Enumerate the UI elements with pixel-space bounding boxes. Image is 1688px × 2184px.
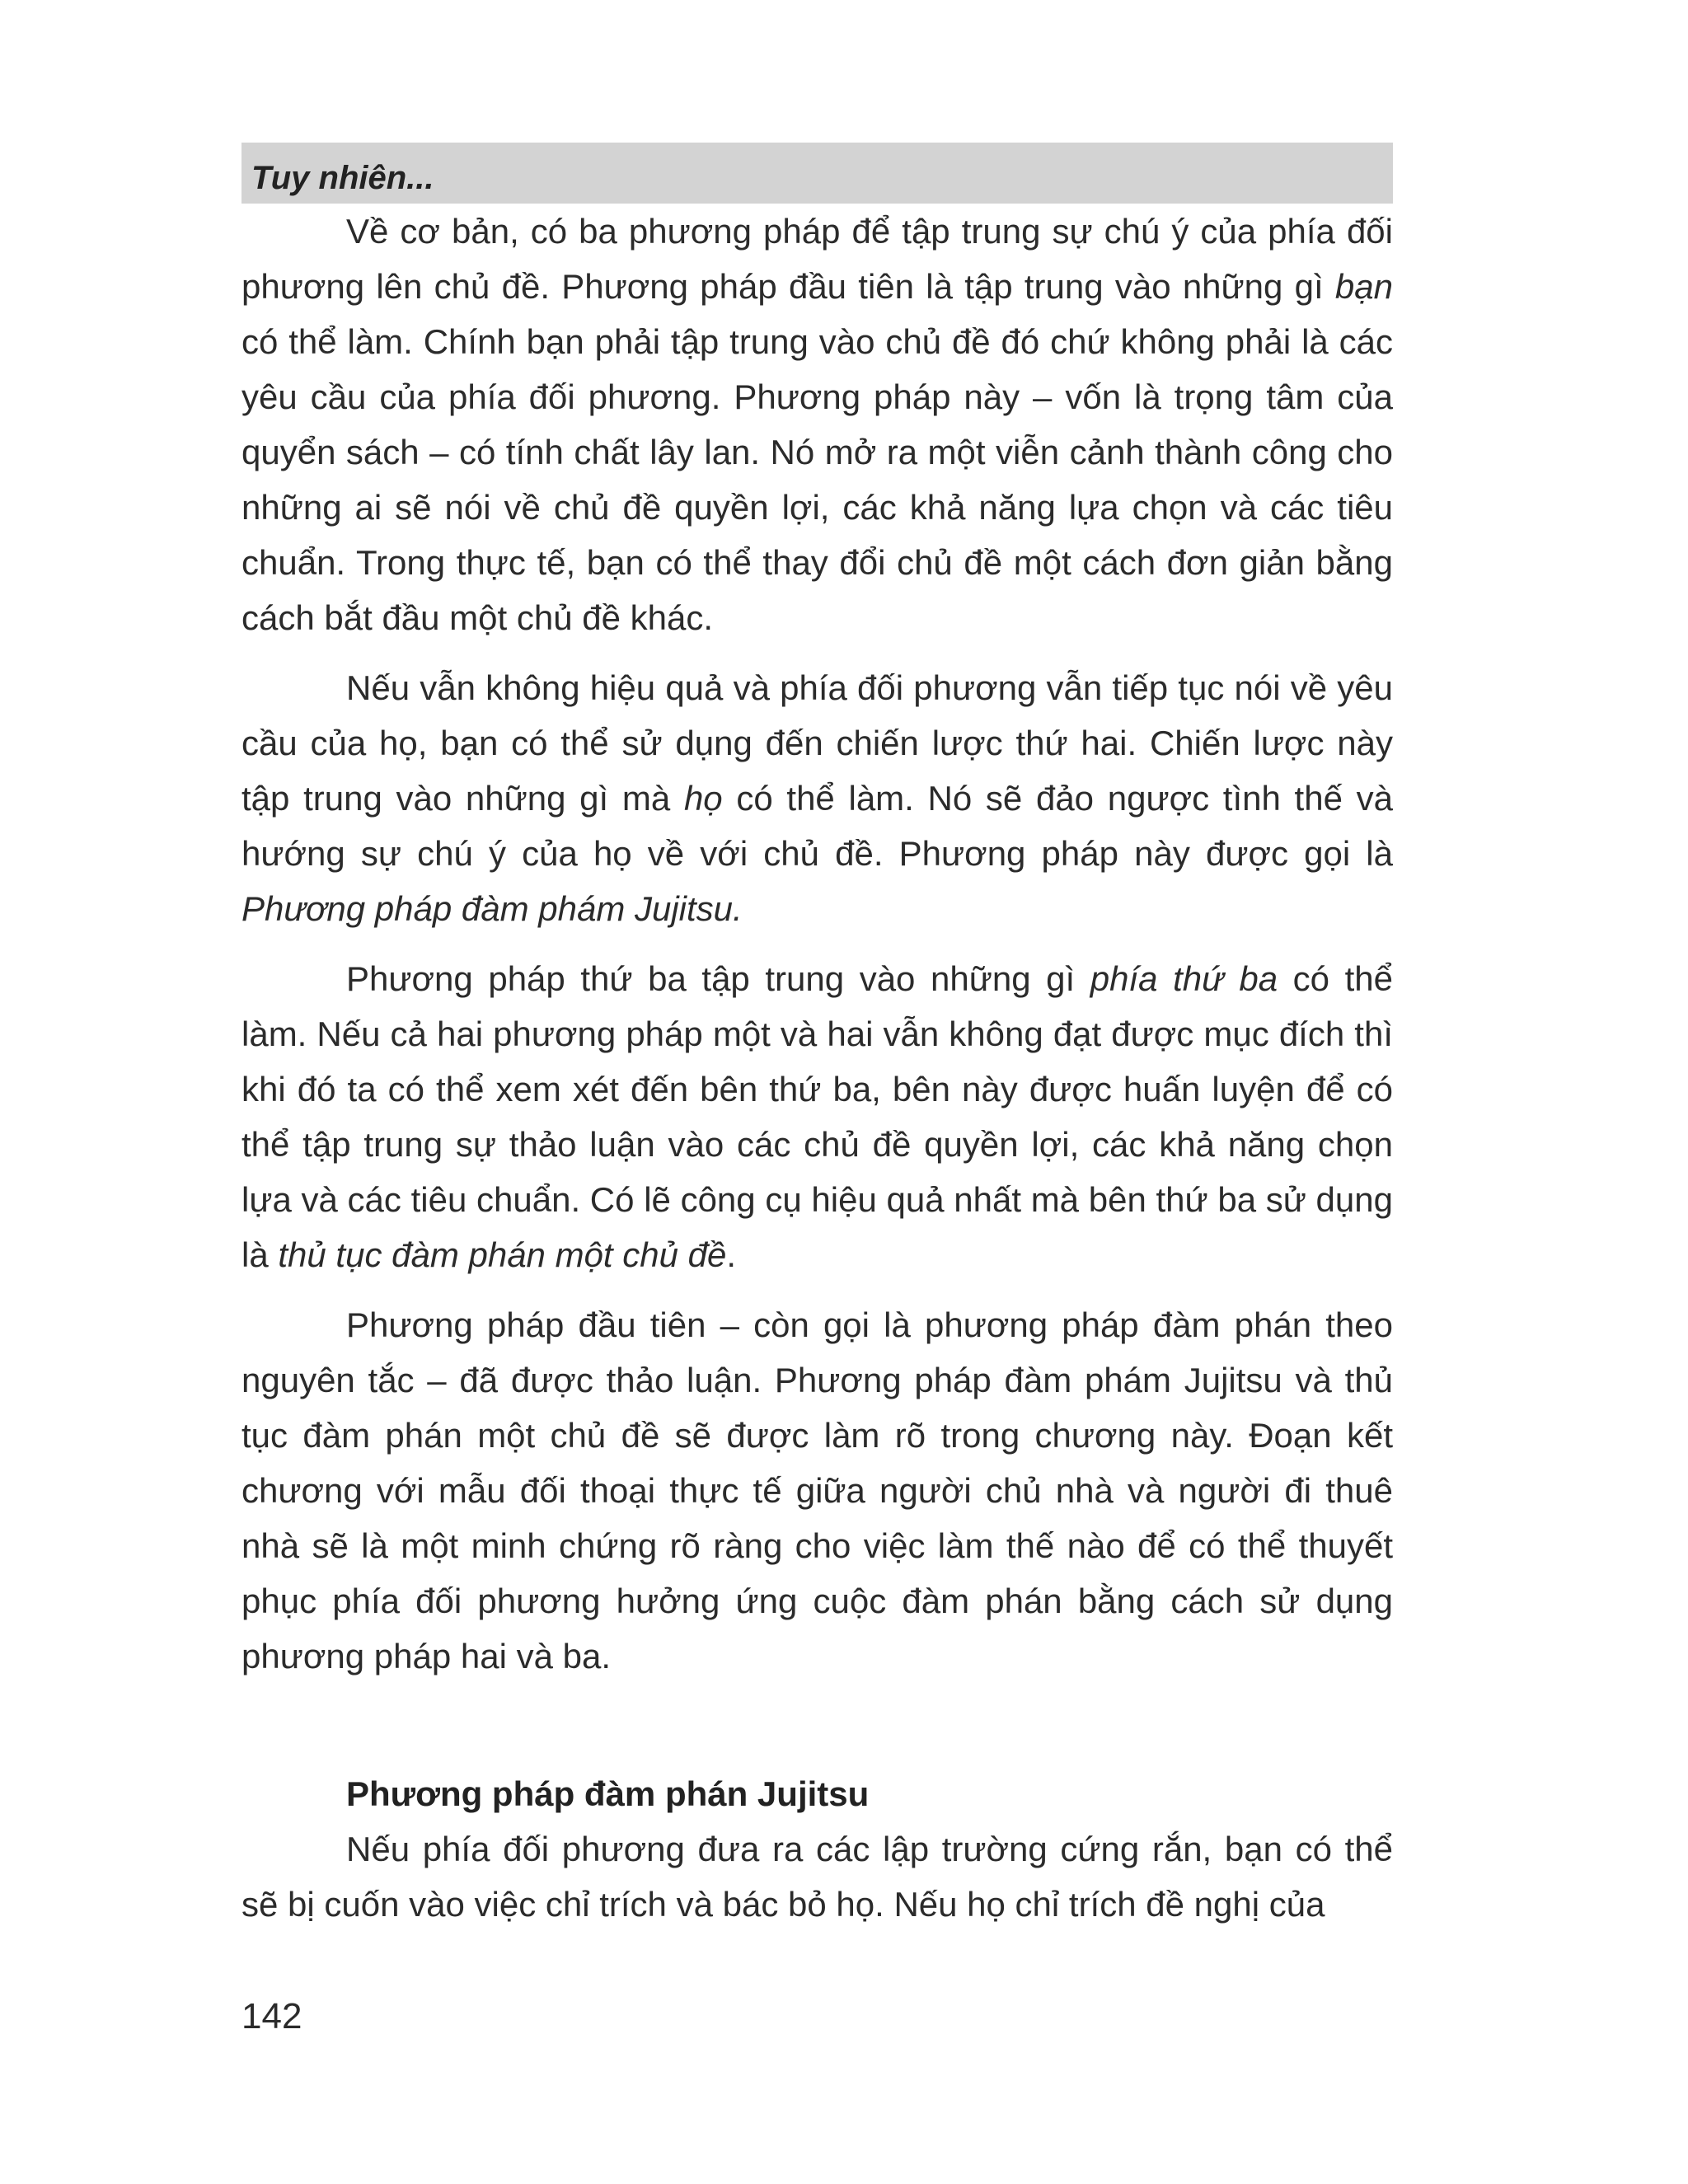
paragraph-3: [241, 951, 1393, 1282]
page-content: [241, 143, 1393, 1932]
paragraph-4: [241, 1297, 1393, 1684]
paragraph-3-emphasis: thủ tục đàm phán một chủ đề: [278, 1235, 727, 1274]
paragraph-1-text: Về cơ bản, có ba phương pháp để tập trung sự chú ý của phía đối phương lên chủ đề. Phương pháp đầu tiên là tập trung vào những gì: [241, 212, 1393, 306]
paragraph-1-text: có thể làm. Chính bạn phải tập trung vào chủ đề đó chứ không phải là các yêu cầu của phía đối phương. Phương pháp này – vốn là trọng tâm của quyển sách – có tính chất lây lan. Nó mở ra một viễn cảnh thành công cho những ai sẽ nói về chủ đề quyền lợi, các khả năng lựa chọn và các tiêu chuẩn. Trong thực tế, bạn có thể thay đổi chủ đề một cách đơn giản bằng cách bắt đầu một chủ đề khác.: [241, 322, 1393, 637]
section-heading: Phương pháp đàm phán Jujitsu: [346, 1774, 870, 1813]
section-label: Tuy nhiên...: [251, 160, 434, 196]
paragraph-2-text: có thể làm. Nó sẽ đảo ngược tình thế và hướng sự chú ý của họ về với chủ đề. Phương pháp này được gọi là: [241, 779, 1393, 873]
paragraph-1-emphasis: bạn: [1334, 267, 1393, 306]
paragraph-2: [241, 660, 1393, 936]
paragraph-3-text: .: [726, 1235, 737, 1274]
paragraph-2-emphasis: họ: [683, 779, 723, 818]
section-label-bar: [241, 143, 1393, 204]
paragraph-3-text: Phương pháp thứ ba tập trung vào những gì: [346, 959, 1090, 998]
paragraph-3-emphasis: phía thứ ba: [1090, 959, 1278, 998]
paragraph-2-text: Nếu vẫn không hiệu quả và phía đối phương vẫn tiếp tục nói về yêu cầu của họ, bạn có thể sử dụng đến chiến lược thứ hai. Chiến lược này tập trung vào những gì mà: [241, 668, 1393, 818]
paragraph-3-text: có thể làm. Nếu cả hai phương pháp một và hai vẫn không đạt được mục đích thì khi đó ta có thể xem xét đến bên thứ ba, bên này được huấn luyện để có thể tập trung sự thảo luận vào các chủ đề quyền lợi, các khả năng chọn lựa và các tiêu chuẩn. Có lẽ công cụ hiệu quả nhất mà bên thứ ba sử dụng là: [241, 959, 1393, 1274]
heading-paragraph: Nếu phía đối phương đưa ra các lập trường cứng rắn, bạn có thể sẽ bị cuốn vào việc chỉ trích và bác bỏ họ. Nếu họ chỉ trích đề nghị của: [241, 1830, 1393, 1924]
page-number: 142: [241, 1996, 302, 2036]
paragraph-2-emphasis: Phương pháp đàm phám Jujitsu.: [241, 889, 743, 928]
paragraph-1: [241, 204, 1393, 645]
paragraph-4-text: Phương pháp đầu tiên – còn gọi là phương pháp đàm phán theo nguyên tắc – đã được thảo luận. Phương pháp đàm phám Jujitsu và thủ tục đàm phán một chủ đề sẽ được làm rõ trong chương này. Đoạn kết chương với mẫu đối thoại thực tế giữa người chủ nhà và người đi thuê nhà sẽ là một minh chứng rõ ràng cho việc làm thế nào để có thể thuyết phục phía đối phương hưởng ứng cuộc đàm phán bằng cách sử dụng phương pháp hai và ba.: [241, 1305, 1393, 1675]
